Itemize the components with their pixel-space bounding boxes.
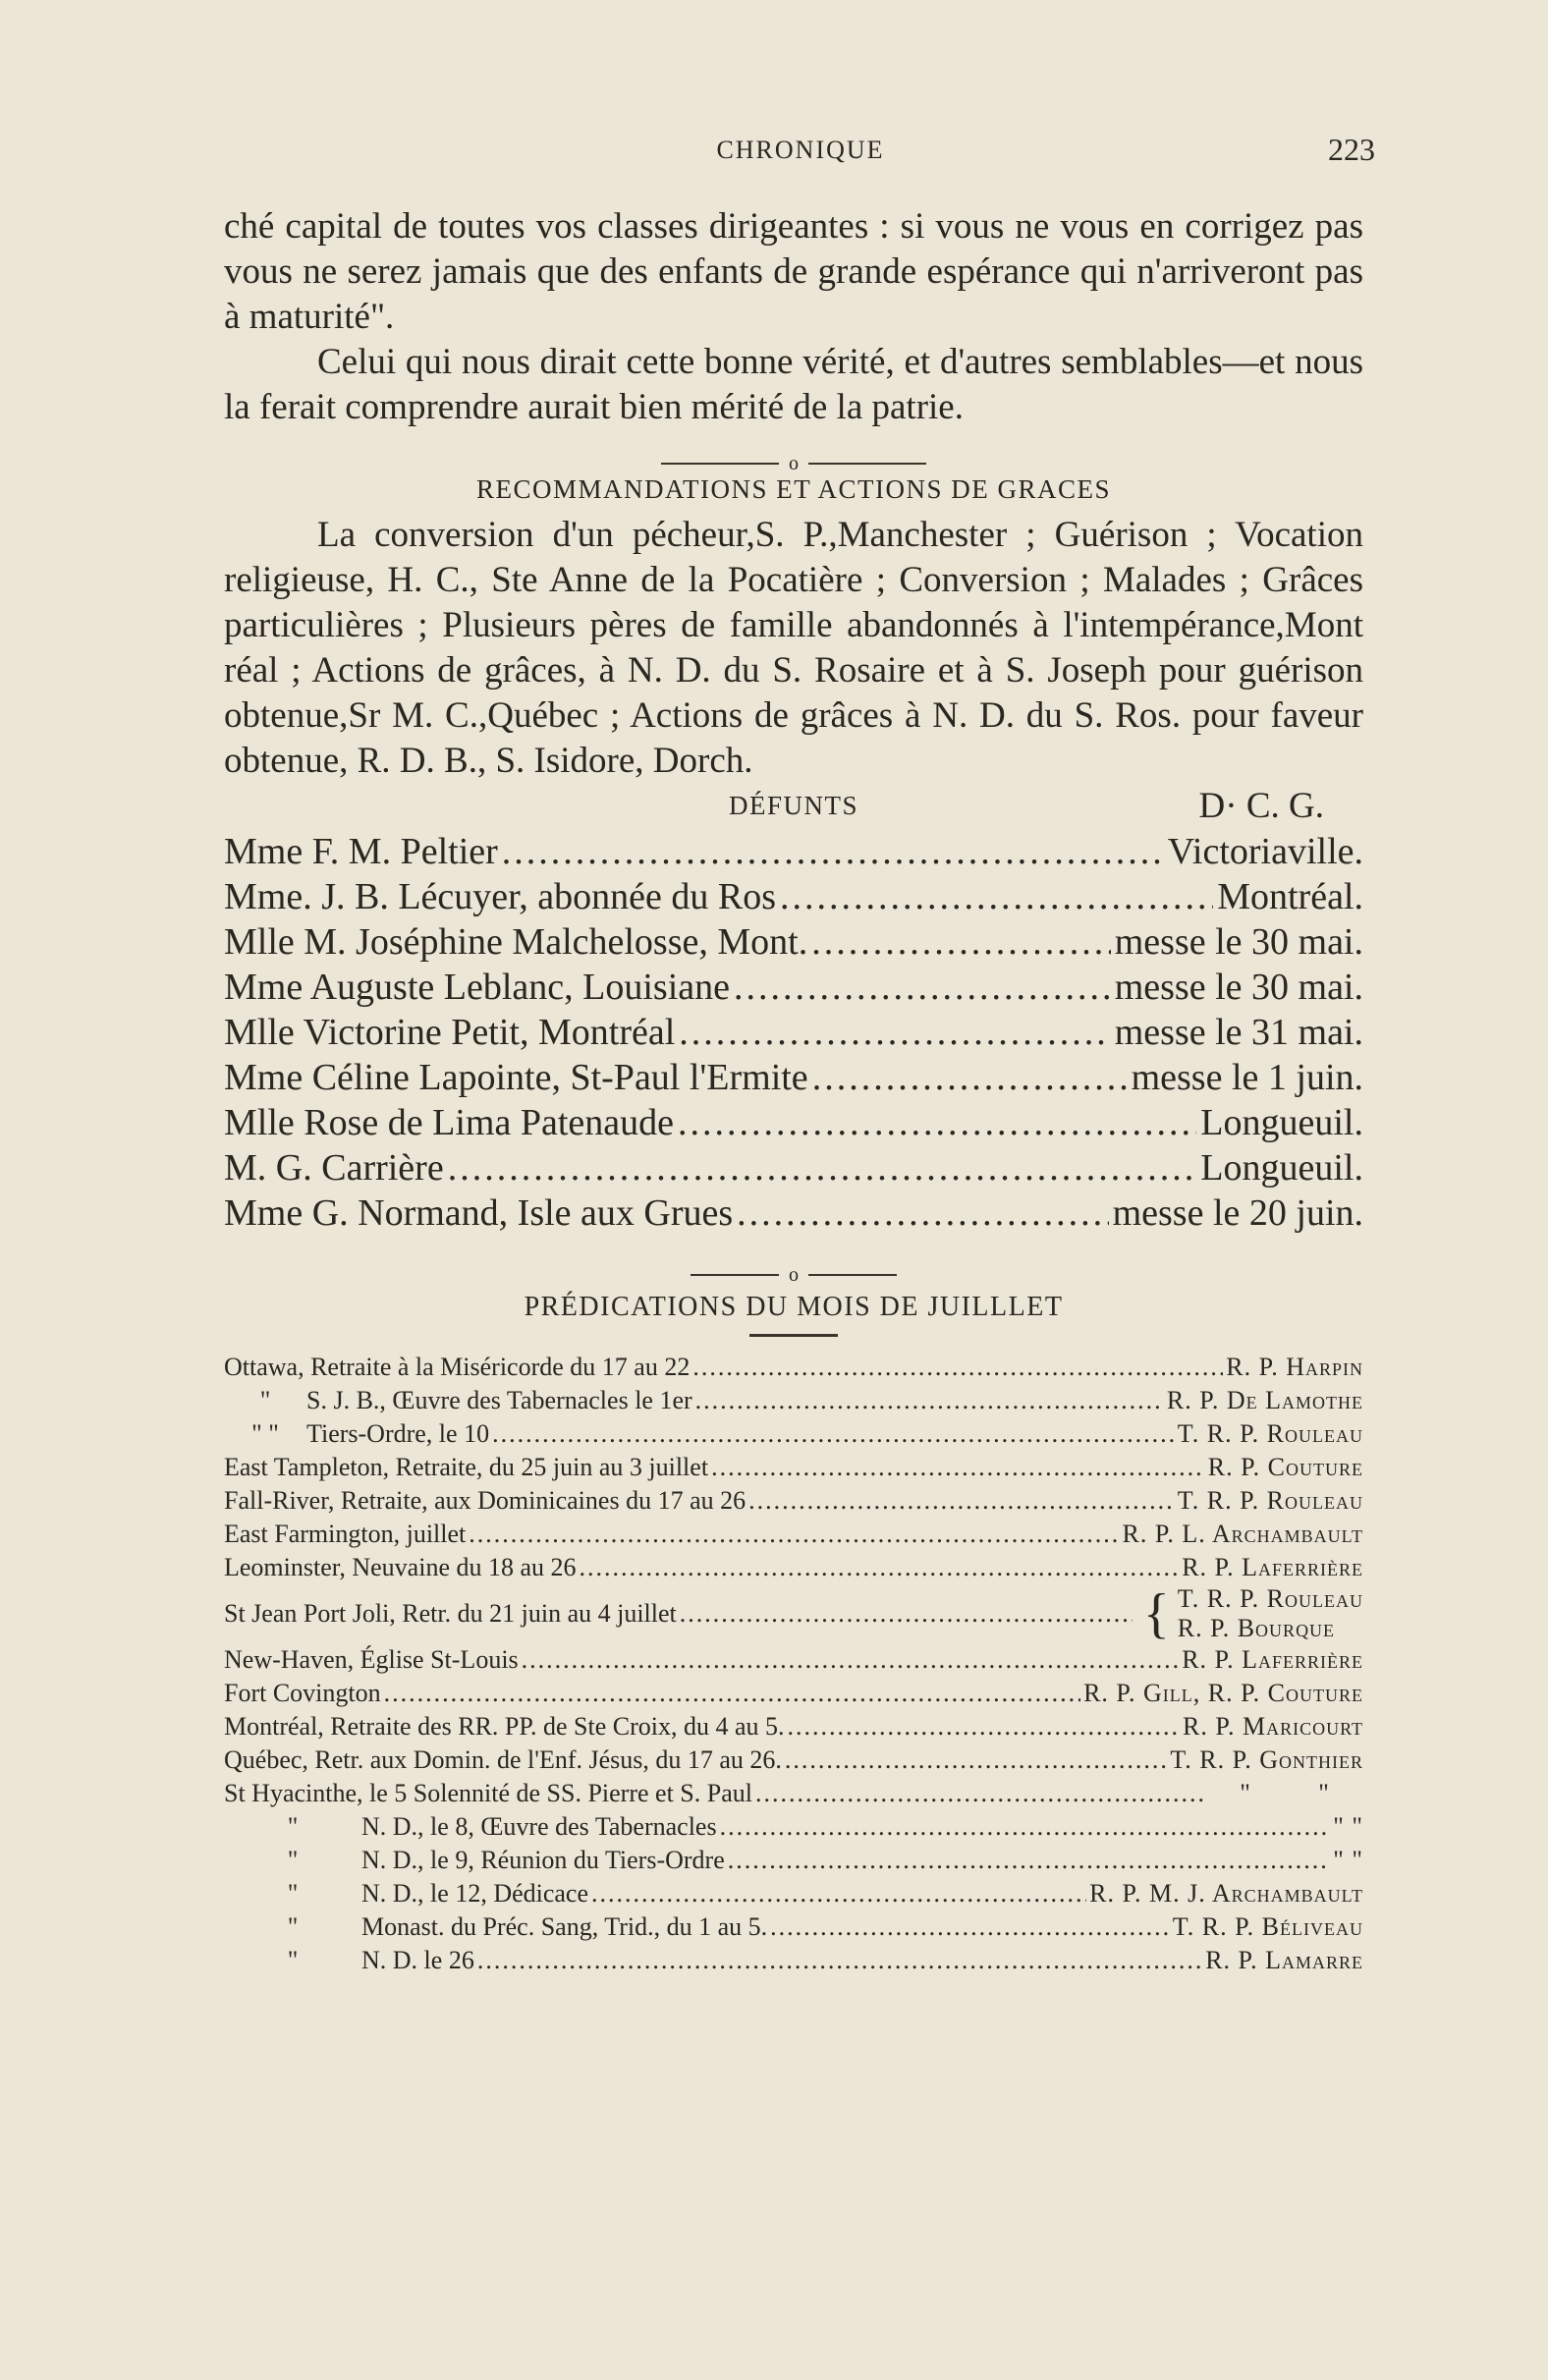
dot-leader [788, 1710, 1181, 1743]
predication-preacher: R. P. M. J. Archambault [1089, 1879, 1363, 1908]
predication-text: St Hyacinthe, le 5 Solennité de SS. Pierre et S. Paul [224, 1779, 752, 1807]
ditto-mark: " [1240, 1779, 1251, 1807]
predication-text: S. J. B., Œuvre des Tabernacles le 1er [306, 1386, 692, 1414]
defunt-name: Mme G. Normand, Isle aux Grues [224, 1192, 734, 1234]
defunt-detail: messe le 1 juin. [1131, 1057, 1363, 1098]
ditto-mark: " [287, 1812, 299, 1841]
predication-row [224, 1910, 1363, 1944]
dot-leader [755, 1777, 1203, 1810]
predication-row [224, 1518, 1363, 1551]
predications-list [224, 1351, 1363, 1977]
section-separator-2: o [224, 1251, 1363, 1281]
dot-leader [678, 1100, 1196, 1145]
dot-leader [811, 919, 1111, 965]
dot-leader [734, 965, 1111, 1010]
defunt-name: Mme. J. B. Lécuyer, abonnée du Ros [224, 876, 777, 917]
dot-leader [448, 1145, 1197, 1190]
defunt-detail: messe le 30 mai. [1114, 921, 1363, 963]
preacher-stack [1178, 1584, 1363, 1643]
predication-preacher: R. P. Laferrière [1182, 1553, 1363, 1581]
predication-row [224, 1451, 1363, 1484]
dot-leader [748, 1484, 1175, 1518]
recommandations-signature: D· C. G. [1198, 786, 1324, 826]
dot-leader [785, 1743, 1167, 1777]
predication-preacher: T. R. P. Rouleau [1177, 1419, 1363, 1448]
intro-paragraph-2: Celui qui nous dirait cette bonne vérité, et d'autres semblables—et nous la ferait comprendre aurait bien mérité de la patrie. [224, 342, 1363, 427]
defunt-detail: messe le 30 mai. [1114, 967, 1363, 1008]
predication-place [224, 1910, 767, 1944]
dot-leader [692, 1351, 1223, 1384]
predication-place [224, 1551, 577, 1584]
dot-leader [720, 1810, 1331, 1844]
running-title: CHRONIQUE [716, 136, 885, 164]
ditto-mark: " [287, 1879, 299, 1908]
predication-row [224, 1710, 1363, 1743]
predication-text: St Jean Port Joli, Retr. du 21 juin au 4 juillet [224, 1599, 677, 1628]
predication-place [224, 1417, 489, 1451]
predication-text: East Farmington, juillet [224, 1520, 467, 1548]
dot-leader [477, 1944, 1202, 1977]
defunts-heading: DÉFUNTS [728, 791, 858, 820]
defunt-detail: Longueuil. [1200, 1147, 1363, 1189]
dot-leader [522, 1643, 1180, 1677]
dot-leader [711, 1451, 1205, 1484]
dot-leader [384, 1677, 1080, 1710]
dot-leader [580, 1551, 1180, 1584]
ditto-mark: " [287, 1912, 299, 1941]
defunt-detail: messe le 31 mai. [1114, 1012, 1363, 1053]
predication-text: Fall-River, Retraite, aux Dominicaines du 17 au 26 [224, 1486, 746, 1515]
predication-text: Fort Covington [224, 1679, 381, 1707]
ditto-mark: " [1318, 1779, 1330, 1807]
defunt-row [224, 919, 1363, 965]
predication-preacher: T. R. P. Rouleau [1177, 1486, 1363, 1515]
dot-leader [492, 1417, 1175, 1451]
defunts-list [224, 829, 1363, 1236]
predication-place [224, 1643, 519, 1677]
predication-preacher: R. P. Gill, R. P. Couture [1083, 1679, 1363, 1707]
defunt-row [224, 1055, 1363, 1100]
brace-mark: { [1142, 1583, 1170, 1644]
predication-place [224, 1743, 782, 1777]
dot-leader [502, 829, 1164, 874]
predication-place [224, 1677, 381, 1710]
predication-place [224, 1384, 692, 1417]
predication-row [224, 1484, 1363, 1518]
ditto-mark: " [287, 1946, 299, 1974]
dot-leader [728, 1844, 1331, 1877]
dot-leader [469, 1518, 1119, 1551]
predication-row [224, 1743, 1363, 1777]
predication-preacher: R. P. Laferrière [1182, 1645, 1363, 1674]
dot-leader [812, 1055, 1128, 1100]
predication-place [224, 1877, 588, 1910]
predication-row [224, 1643, 1363, 1677]
predication-preacher: R. P. Bourque [1177, 1614, 1336, 1642]
intro-paragraph-1: ché capital de toutes vos classes dirigeantes : si vous ne vous en corrigez pas vous ne serez jamais que des enfants de grande espérance qui n'arriveront pas à maturité". [224, 206, 1363, 337]
defunt-name: Mlle Rose de Lima Patenaude [224, 1102, 674, 1143]
defunt-name: Mme F. M. Peltier [224, 831, 498, 872]
page-header [226, 132, 1375, 175]
predication-text: N. D., le 9, Réunion du Tiers-Ordre [361, 1846, 725, 1874]
predication-row [224, 1677, 1363, 1710]
predication-text: Québec, Retr. aux Domin. de l'Enf. Jésus, du 17 au 26. [224, 1745, 782, 1774]
page-number: 223 [1328, 132, 1375, 167]
predication-place [224, 1944, 474, 1977]
dot-leader [737, 1190, 1108, 1236]
defunt-detail: Longueuil. [1200, 1102, 1363, 1143]
predication-text: N. D., le 12, Dédicace [361, 1879, 589, 1908]
defunt-row [224, 874, 1363, 919]
predication-row [224, 1810, 1363, 1844]
predication-text: New-Haven, Église St-Louis [224, 1645, 519, 1674]
defunt-name: M. G. Carrière [224, 1147, 444, 1189]
defunt-row [224, 1190, 1363, 1236]
predication-row [224, 1351, 1363, 1384]
defunt-row [224, 829, 1363, 874]
dot-leader [770, 1910, 1170, 1944]
predication-row [224, 1384, 1363, 1417]
predication-place [224, 1351, 690, 1384]
defunt-detail: messe le 20 juin. [1112, 1192, 1363, 1234]
predication-row [224, 1877, 1363, 1910]
ditto-mark: " [287, 1846, 299, 1874]
predication-text: Ottawa, Retraite à la Miséricorde du 17 au 22 [224, 1353, 691, 1381]
predications-heading: PRÉDICATIONS DU MOIS DE JUILLLET [524, 1292, 1064, 1322]
defunt-detail: Montréal. [1217, 876, 1363, 917]
defunt-row [224, 965, 1363, 1010]
predication-text: N. D. le 26 [361, 1946, 474, 1974]
predication-text: Tiers-Ordre, le 10 [306, 1419, 490, 1448]
predication-place [224, 1451, 708, 1484]
defunt-name: Mlle Victorine Petit, Montréal [224, 1012, 676, 1053]
predication-preacher: R. P. L. Archambault [1122, 1520, 1363, 1548]
defunt-row [224, 1145, 1363, 1190]
predication-row [224, 1551, 1363, 1584]
recommandations-heading: RECOMMANDATIONS ET ACTIONS DE GRACES [475, 474, 1112, 504]
predication-row [224, 1777, 1363, 1810]
predication-preacher: R. P. Harpin [1226, 1353, 1363, 1381]
predication-text: N. D., le 8, Œuvre des Tabernacles [361, 1812, 717, 1841]
predication-row [224, 1844, 1363, 1877]
predication-preacher: " " [1333, 1812, 1363, 1841]
defunt-name: Mlle M. Joséphine Malchelosse, Mont. [224, 921, 808, 963]
ditto-mark: " " [251, 1419, 279, 1448]
defunt-detail: Victoriaville. [1167, 831, 1363, 872]
predication-place [224, 1710, 785, 1743]
predication-row [224, 1584, 1363, 1643]
predication-preacher: T. R. P. Béliveau [1172, 1912, 1363, 1941]
page-body [224, 204, 1363, 1977]
ditto-mark: " [259, 1386, 271, 1414]
ditto-marks [1206, 1777, 1363, 1810]
predication-text: Monast. du Préc. Sang, Trid., du 1 au 5. [361, 1912, 768, 1941]
dot-leader [680, 1597, 1133, 1631]
predication-preacher: R. P. De Lamothe [1166, 1386, 1363, 1414]
predication-preacher: R. P. Couture [1207, 1453, 1363, 1481]
predication-row [224, 1417, 1363, 1451]
dot-leader [591, 1877, 1086, 1910]
predication-text: Leominster, Neuvaine du 18 au 26 [224, 1553, 577, 1581]
predication-place [224, 1518, 466, 1551]
defunt-row [224, 1100, 1363, 1145]
recommandations-text: La conversion d'un pécheur,S. P.,Manchester ; Guérison ; Vocation religieuse, H. C., Ste Anne de la Pocatière ; Conversion ; Malades ; Grâces particulières ; Plusieurs pères de famille abandonnés à l'intempérance,Mont réal ; Actions de grâces, à N. D. du S. Rosaire et à S. Joseph pour guérison obtenue,Sr M. C.,Québec ; Actions de grâces à N. D. du S. Ros. pour faveur obtenue, R. D. B., S. Isidore, Dorch. [224, 515, 1363, 781]
predication-place [224, 1810, 717, 1844]
dot-leader [679, 1010, 1110, 1055]
heading-rule [749, 1334, 838, 1337]
predication-preacher: R. P. Lamarre [1205, 1946, 1363, 1974]
predication-text: East Tampleton, Retraite, du 25 juin au 3 juillet [224, 1453, 709, 1481]
dot-leader [695, 1384, 1164, 1417]
dot-leader [780, 874, 1213, 919]
predication-preacher: T. R. P. Rouleau [1177, 1584, 1363, 1613]
predication-preacher: " " [1333, 1846, 1363, 1874]
predication-preacher: T. R. P. Gonthier [1170, 1745, 1363, 1774]
defunt-row [224, 1010, 1363, 1055]
predication-preacher: R. P. Maricourt [1183, 1712, 1363, 1741]
predication-place [224, 1844, 725, 1877]
predication-place [224, 1484, 746, 1518]
defunt-name: Mme Auguste Leblanc, Louisiane [224, 967, 730, 1008]
defunt-name: Mme Céline Lapointe, St-Paul l'Ermite [224, 1057, 808, 1098]
section-separator: o [224, 440, 1363, 470]
predication-row [224, 1944, 1363, 1977]
predication-text: Montréal, Retraite des RR. PP. de Ste Croix, du 4 au 5. [224, 1712, 785, 1741]
